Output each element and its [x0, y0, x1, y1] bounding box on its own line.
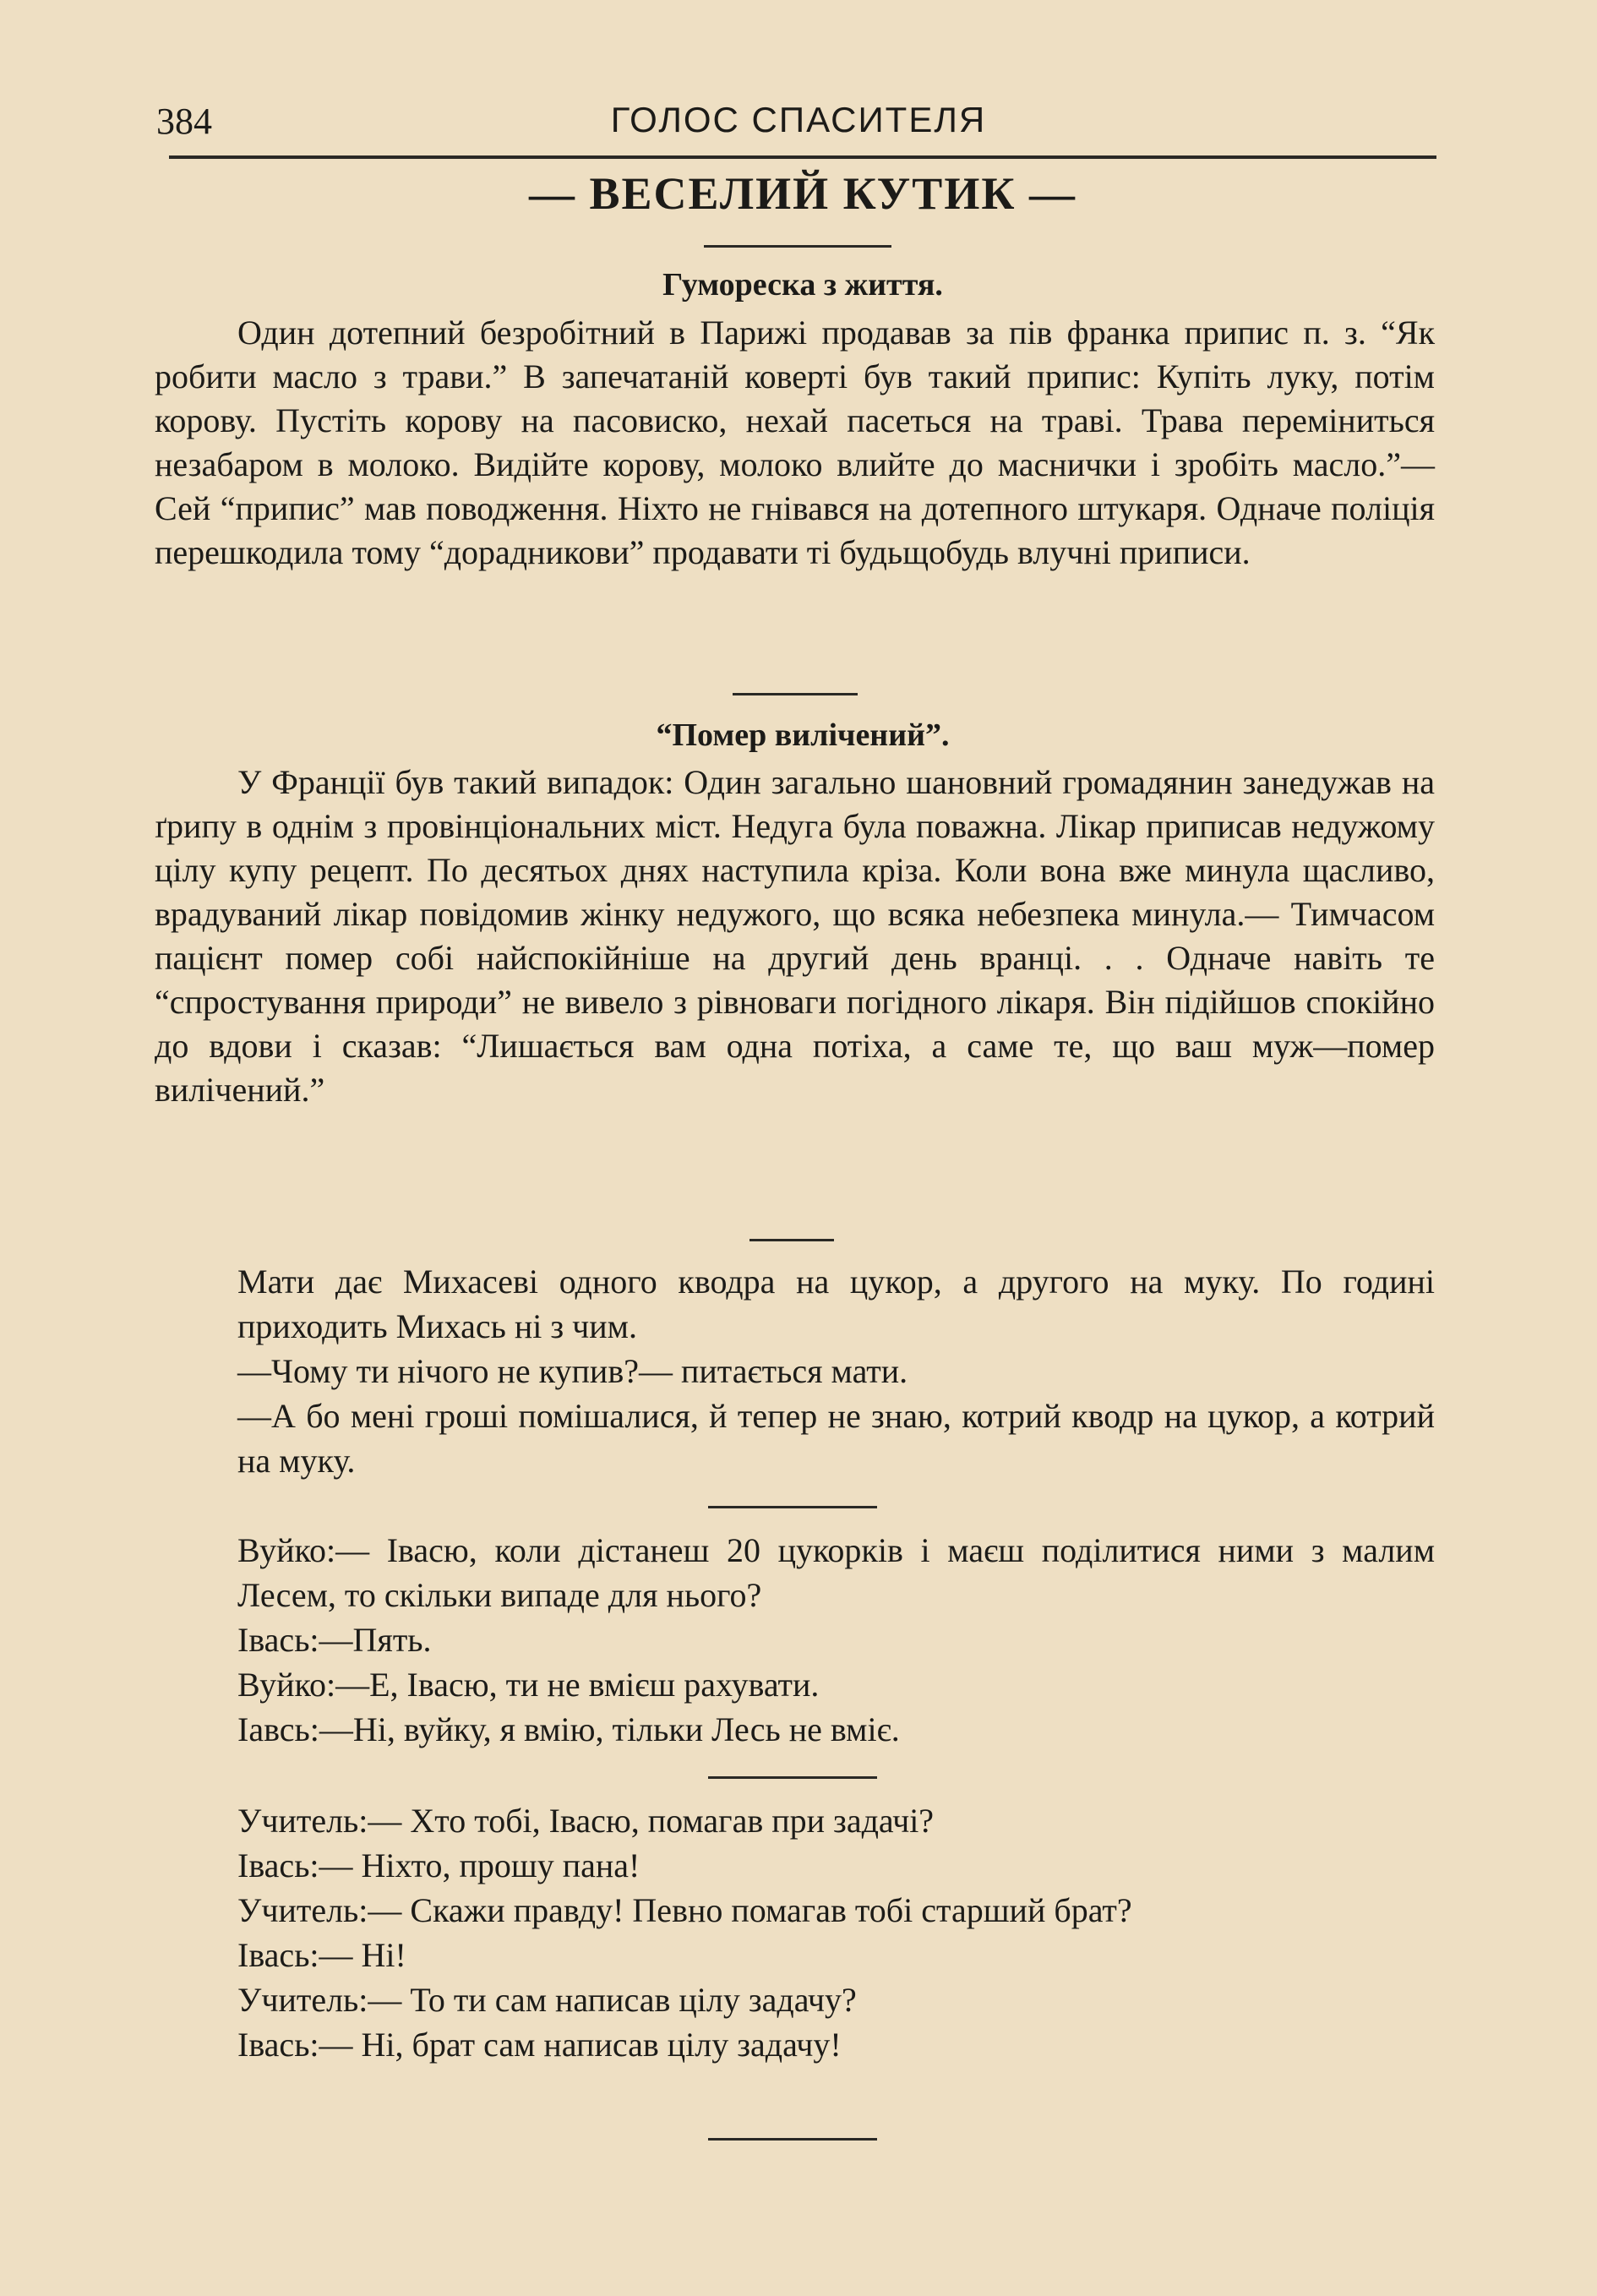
divider-3 [708, 1506, 877, 1508]
header-rule [169, 155, 1436, 159]
joke-line: Мати дає Михасеві одного кводра на цукор, а другого на муку. По годині приходить Михась ні з чим. [237, 1263, 1435, 1345]
divider-1 [733, 693, 858, 695]
joke-line: Вуйко:— Івасю, коли дістанеш 20 цукорків і маєш поділитися ними з малим Лесем, то скільки випаде для нього? [237, 1531, 1435, 1614]
page-number: 384 [156, 101, 212, 142]
joke-line: Івась:—Пять. [237, 1621, 432, 1659]
divider-4 [708, 1776, 877, 1779]
joke-line: Учитель:— Скажи правду! Певно помагав тобі старший брат? [237, 1891, 1132, 1929]
story-text-pomer: У Франції був такий випадок: Один загально шановний громадянин занедужав на ґрипу в однім з провінціональних міст. Недуга була поважна. Лікар приписав недужому цілу купу рецепт. По десятьох днях наступила кріза. Коли вона вже минула щасливо, врадуваний лікар повідомив жінку недужого, що всяка небезпека минула.— Тимчасом пацієнт помер собі найспокійніше на другий день вранці. . . Одначе навіть те “спростування природи” не вивело з рівноваги погідного лікаря. Він підійшов спокійно до вдови і сказав: “Лишається вам одна потіха, а саме те, що ваш муж—помер вилічений.” [155, 763, 1435, 1109]
divider-5 [708, 2138, 877, 2141]
joke-line: Іавсь:—Ні, вуйку, я вмію, тільки Лесь не вміє. [237, 1710, 900, 1748]
story-text-humoreska: Один дотепний безробітний в Парижі продавав за пів франка припис п. з. “Як робити масло з трави.” В запечатаній коверті був такий припис: Купіть луку, потім корову. Пустіть корову на пасовиско, нехай пасеться на траві. Трава переміниться незабаром в молоко. Видійте корову, молоко влийте до маснички і зробіть масло.”— Сей “припис” мав поводження. Ніхто не гнівався на дотепного штукаря. Одначе поліція перешкодила тому “дорадникови” продавати ті будьщобудь влучні приписи. [155, 314, 1435, 571]
story-title-pomer: “Помер вилічений”. [656, 717, 950, 753]
joke-line: Івась:— Ніхто, прошу пана! [237, 1846, 640, 1884]
section-title: — ВЕСЕЛИЙ КУТИК — [529, 168, 1076, 219]
divider-under-title [704, 245, 891, 248]
joke-line: Учитель:— Хто тобі, Івасю, помагав при задачі? [237, 1802, 935, 1840]
story-title-humoreska: Гумореска з життя. [662, 267, 943, 303]
joke-line: Учитель:— То ти сам написав цілу задачу? [237, 1981, 857, 2019]
joke-line: —Чому ти нічого не купив?— питається мати. [237, 1352, 908, 1390]
joke-line: Івась:— Ні, брат сам написав цілу задачу! [237, 2026, 842, 2064]
joke-line: Вуйко:—Е, Івасю, ти не вмієш рахувати. [237, 1666, 820, 1704]
joke-line: Івась:— Ні! [237, 1936, 406, 1974]
joke-vuiko [155, 1528, 1435, 1752]
divider-2 [749, 1239, 834, 1241]
journal-title: ГОЛОС СПАСИТЕЛЯ [610, 100, 987, 139]
joke-line: —А бо мені гроші помішалися, й тепер не знаю, котрий кводр на цукор, а котрий на муку. [237, 1397, 1435, 1480]
page-header [156, 100, 1441, 157]
joke-mykhas [155, 1259, 1435, 1483]
joke-uchytel [155, 1798, 1435, 2067]
